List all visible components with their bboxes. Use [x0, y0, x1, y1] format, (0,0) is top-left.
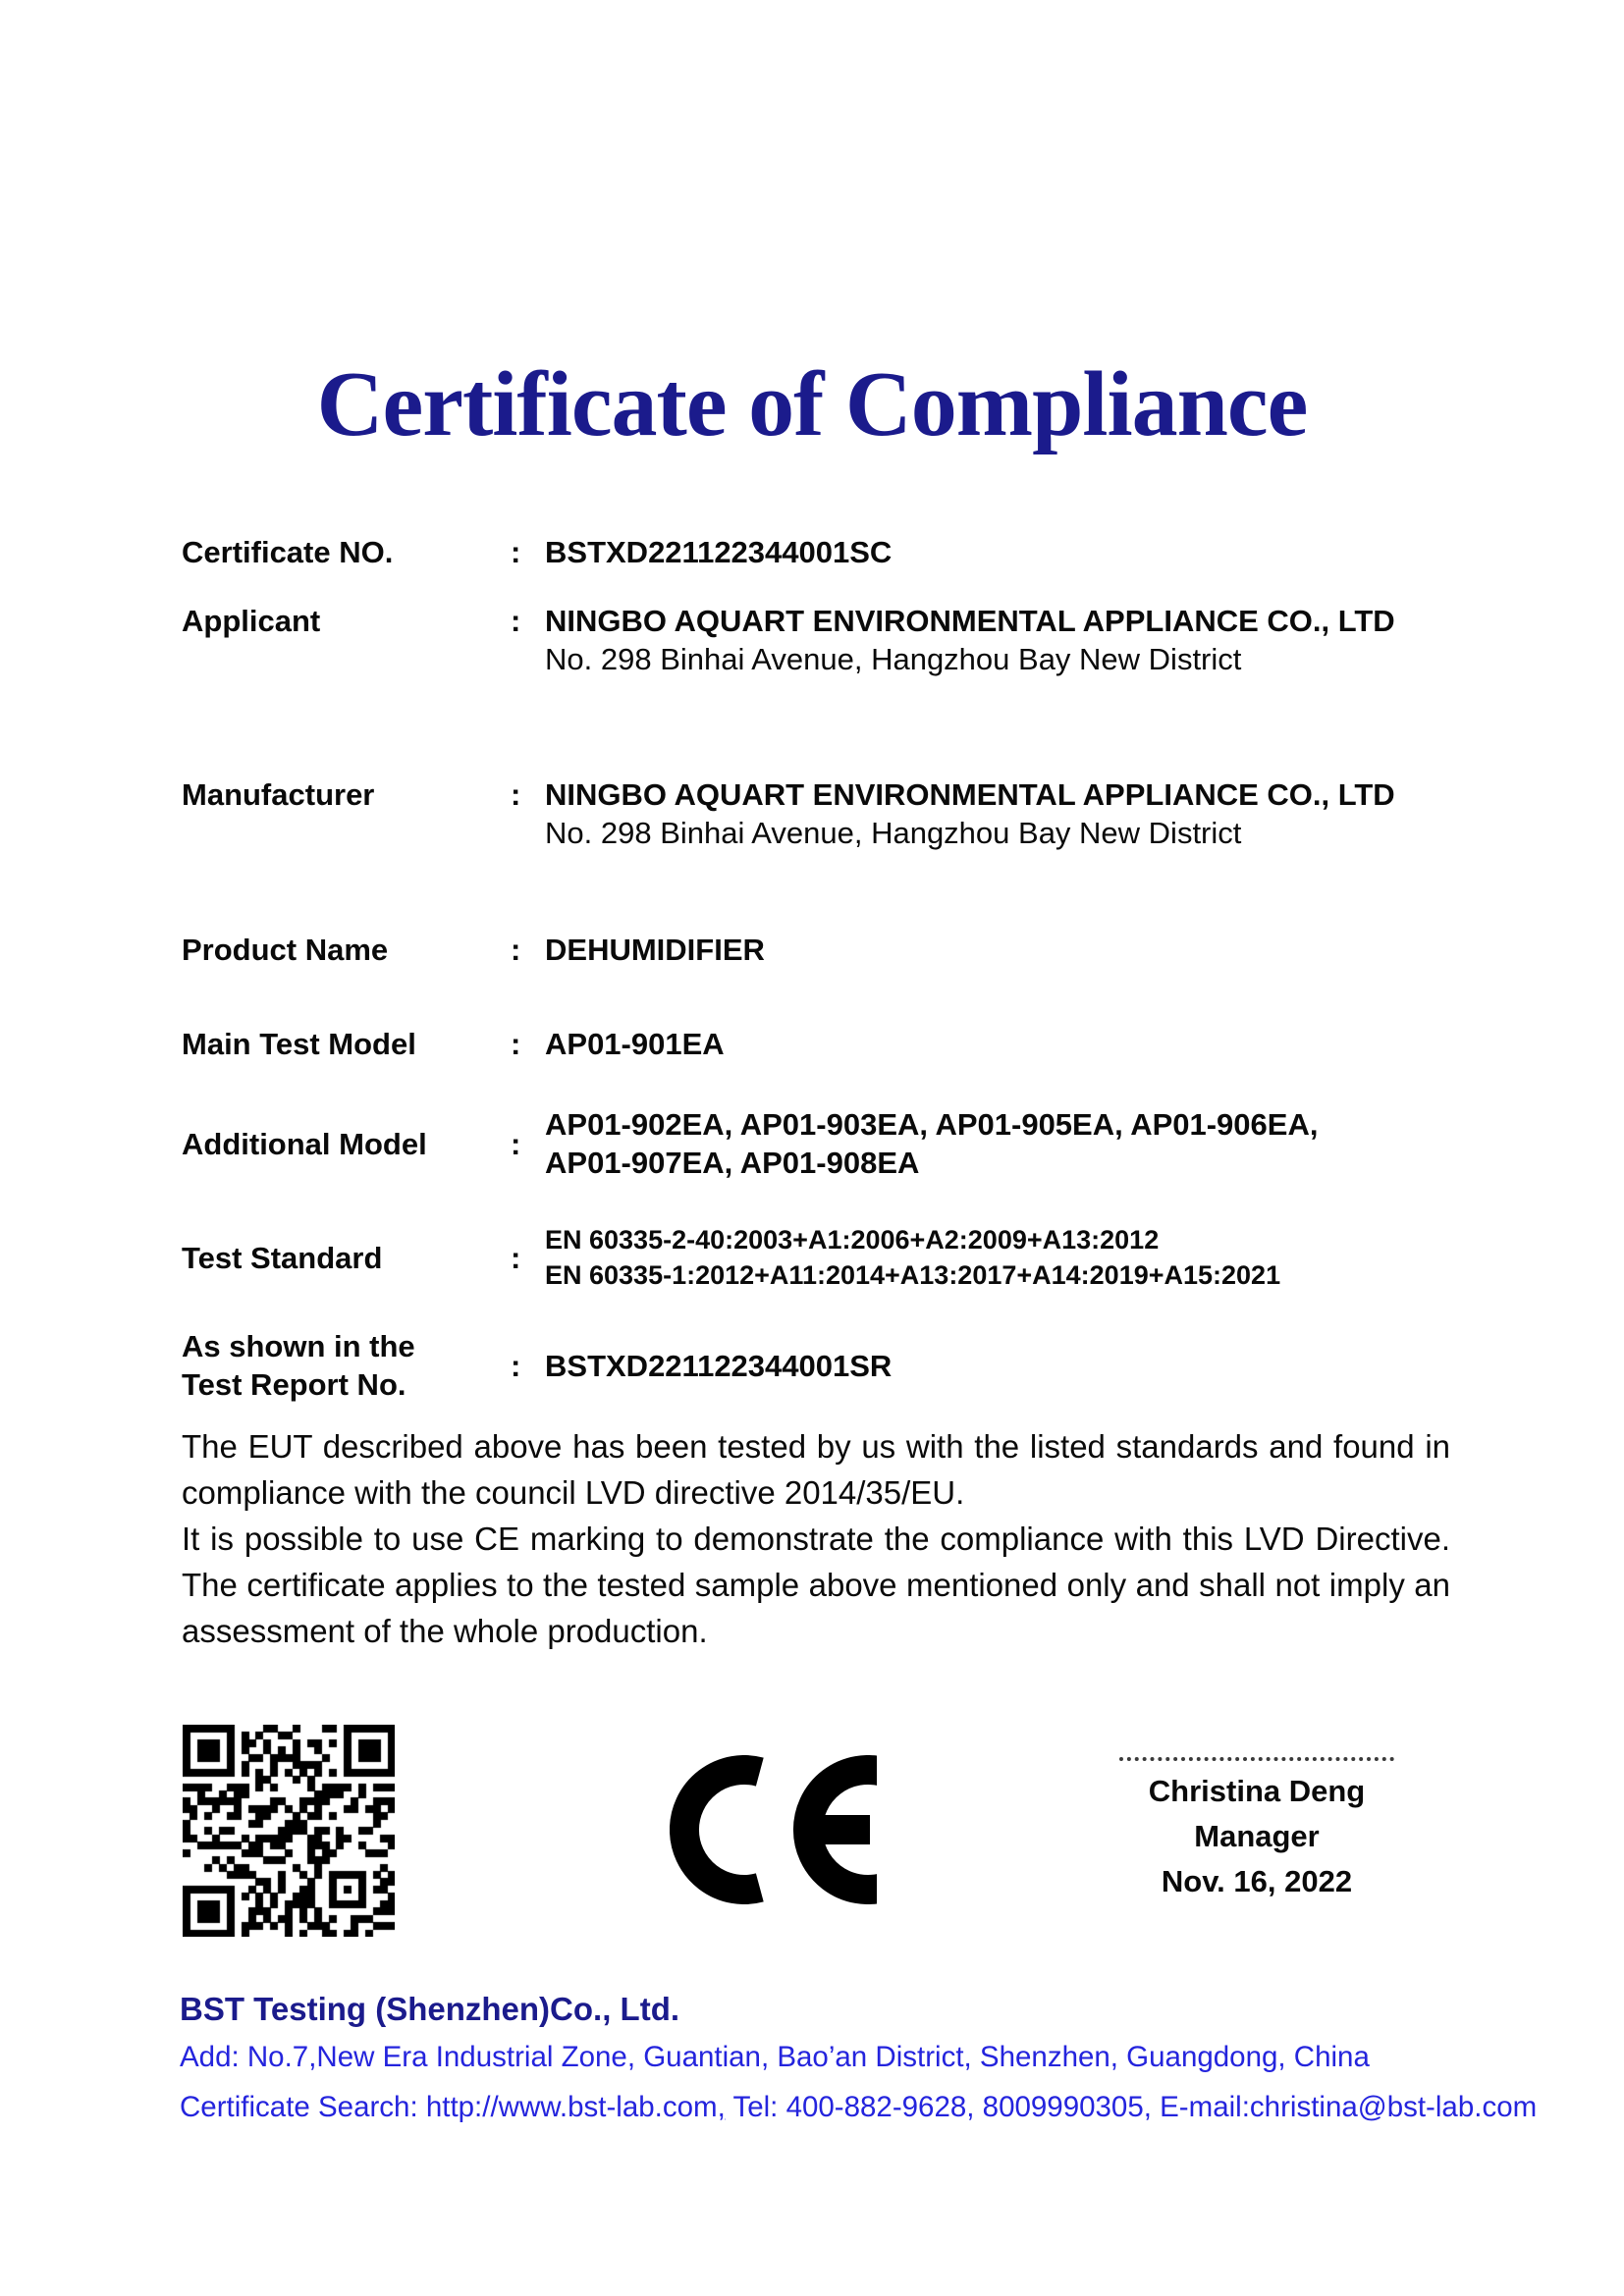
field-label: Manufacturer: [182, 777, 375, 812]
test-standard-line: EN 60335-2-40:2003+A1:2006+A2:2009+A13:2012: [545, 1225, 1160, 1255]
field-colon: :: [511, 1027, 521, 1061]
field-value-test-standard: [545, 1223, 1448, 1293]
field-label: Main Test Model: [182, 1027, 416, 1061]
ce-mark-icon: [670, 1755, 877, 1904]
field-colon: :: [511, 777, 521, 812]
field-colon: :: [511, 1241, 521, 1276]
field-row-main-test-model: [182, 1025, 1448, 1063]
field-colon: :: [511, 1126, 521, 1161]
field-colon: :: [511, 604, 521, 638]
compliance-paragraph: The EUT described above has been tested by us with the listed standards and found in compliance with the council LVD directive 2014/35/EU.: [182, 1428, 1450, 1511]
field-label: Additional Model: [182, 1126, 427, 1161]
signature-block: [1105, 1757, 1409, 1904]
applicant-address: No. 298 Binhai Avenue, Hangzhou Bay New District: [545, 642, 1242, 677]
field-row-product-name: [182, 931, 1448, 969]
field-row-test-report-no: [182, 1327, 1448, 1404]
additional-model-line: AP01-907EA, AP01-908EA: [545, 1146, 920, 1181]
qr-code: [183, 1725, 395, 1937]
lab-contact-line: [180, 2091, 1554, 2124]
field-label: Product Name: [182, 933, 389, 967]
footer-comma: ,: [717, 2091, 726, 2123]
field-label: Test Standard: [182, 1241, 383, 1276]
lab-company-name: BST Testing (Shenzhen)Co., Ltd.: [180, 1991, 680, 2027]
field-value-product-name: [545, 931, 1448, 969]
field-colon: :: [511, 1348, 521, 1383]
page-title: Certificate of Compliance: [316, 353, 1308, 455]
field-value-certificate-no: [545, 533, 1448, 571]
product-name: DEHUMIDIFIER: [545, 933, 765, 967]
compliance-statement: [182, 1423, 1450, 1654]
compliance-paragraph: It is possible to use CE marking to demonstrate the compliance with this LVD Directive. The certificate applies to the tested sample above mentioned only and shall not imply an assessment of the whole production.: [182, 1521, 1450, 1649]
field-colon: :: [511, 535, 521, 569]
field-row-certificate-no: [182, 533, 1448, 571]
field-row-test-standard: [182, 1223, 1448, 1293]
test-standard-line: EN 60335-1:2012+A11:2014+A13:2017+A14:2019+A15:2021: [545, 1259, 1281, 1290]
additional-model-line: AP01-902EA, AP01-903EA, AP01-905EA, AP01-906EA,: [545, 1107, 1319, 1142]
field-value-main-test-model: [545, 1025, 1448, 1063]
lab-phone-email: Tel: 400-882-9628, 8009990305, E-mail:christina@bst-lab.com: [725, 2091, 1538, 2123]
lab-address: Add: No.7,New Era Industrial Zone, Guantian, Bao’an District, Shenzhen, Guangdong, China: [180, 2041, 1370, 2073]
field-value-manufacturer: [545, 775, 1448, 852]
certificate-search-url: Certificate Search: http://www.bst-lab.com: [180, 2091, 718, 2123]
field-value-additional-model: [545, 1105, 1448, 1182]
test-report-number: BSTXD221122344001SR: [545, 1348, 893, 1383]
field-colon: :: [511, 933, 521, 967]
manufacturer-address: No. 298 Binhai Avenue, Hangzhou Bay New District: [545, 816, 1242, 851]
field-row-manufacturer: [182, 775, 1448, 852]
field-row-applicant: [182, 602, 1448, 678]
manufacturer-name: NINGBO AQUART ENVIRONMENTAL APPLIANCE CO., LTD: [545, 777, 1395, 812]
main-test-model: AP01-901EA: [545, 1027, 725, 1061]
signer-role: Manager: [1194, 1819, 1320, 1853]
signature-line: [1119, 1757, 1394, 1761]
field-label: As shown in the Test Report No.: [182, 1329, 415, 1403]
certificate-number: BSTXD221122344001SC: [545, 535, 893, 569]
field-value-applicant: [545, 602, 1448, 678]
applicant-name: NINGBO AQUART ENVIRONMENTAL APPLIANCE CO., LTD: [545, 604, 1395, 638]
signature-date: Nov. 16, 2022: [1161, 1864, 1353, 1898]
field-label: Certificate NO.: [182, 535, 394, 569]
field-label: Applicant: [182, 604, 321, 638]
footer: [180, 1991, 1554, 2141]
field-value-test-report-no: [545, 1347, 1448, 1385]
signer-name: Christina Deng: [1148, 1774, 1366, 1808]
field-row-additional-model: [182, 1105, 1448, 1182]
